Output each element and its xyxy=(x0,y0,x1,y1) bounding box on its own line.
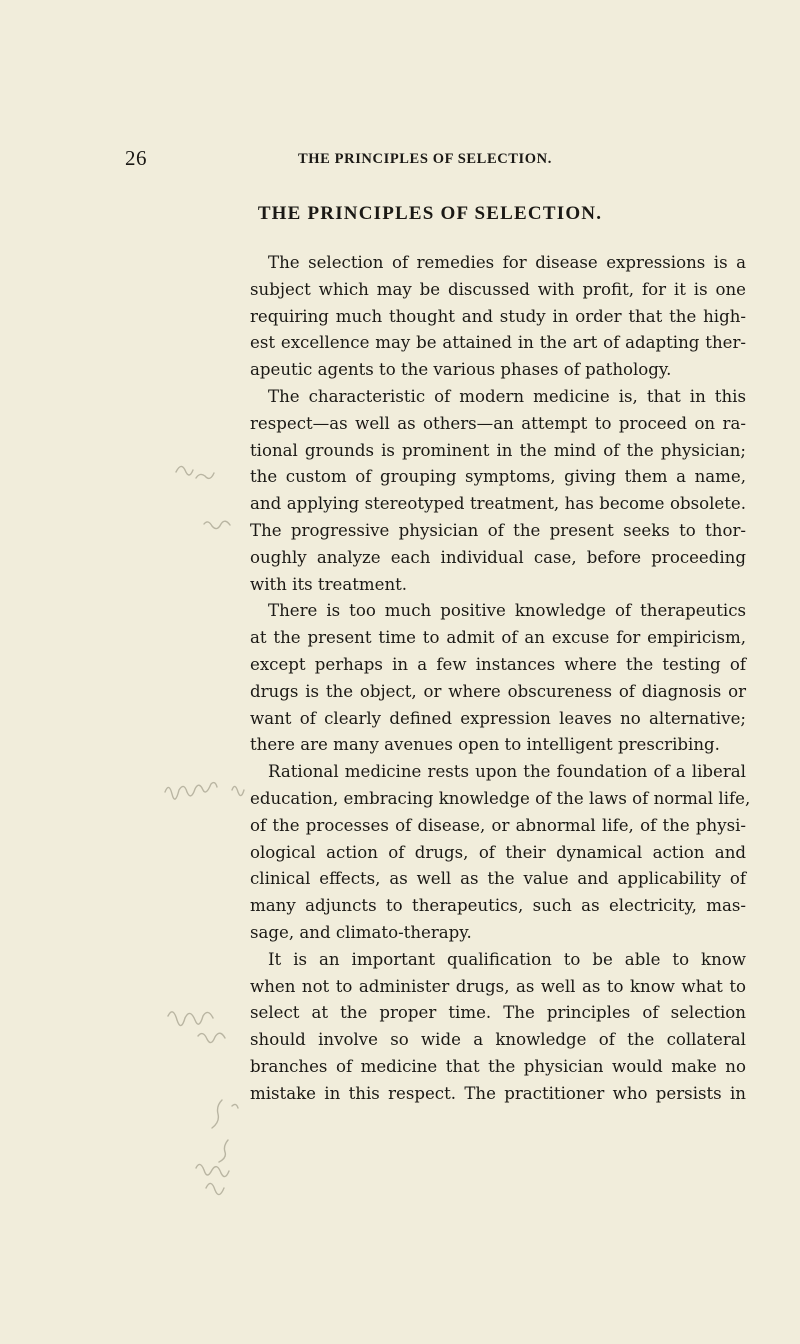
running-title: THE PRINCIPLES OF SELECTION. xyxy=(298,151,552,167)
text-line: apeutic agents to the various phases of pathology. xyxy=(250,360,672,380)
text-line: when not to administer drugs, as well as to know what to xyxy=(250,976,746,996)
running-head xyxy=(125,146,725,172)
text-line: and applying stereotyped treatment, has become obsolete. xyxy=(250,494,746,514)
text-line: subject which may be discussed with profit, for it is one xyxy=(250,279,746,299)
text-line: requiring much thought and study in order that the high- xyxy=(250,306,746,326)
text-line: oughly analyze each individual case, before proceeding xyxy=(250,547,746,567)
bleed-through-scribble-6 xyxy=(196,1164,229,1194)
text-line: Rational medicine rests upon the foundation of a liberal xyxy=(268,762,746,782)
text-line: est excellence may be attained in the art of adapting ther- xyxy=(250,333,746,353)
text-line: of the processes of disease, or abnormal life, of the physi- xyxy=(250,815,746,835)
text-line: want of clearly defined expression leaves no alternative; xyxy=(250,708,746,728)
text-line: drugs is the object, or where obscureness of diagnosis or xyxy=(250,681,746,701)
text-line: should involve so wide a knowledge of the collateral xyxy=(250,1030,746,1050)
text-line: ological action of drugs, of their dynamical action and xyxy=(250,842,746,862)
text-line: with its treatment. xyxy=(250,574,408,594)
bleed-through-scribble-1 xyxy=(165,783,244,800)
text-line: There is too much positive knowledge of therapeutics xyxy=(268,601,746,621)
bleed-through-scribble-2 xyxy=(176,466,214,478)
body-text xyxy=(250,250,751,1108)
page-number: 26 xyxy=(125,146,147,170)
text-line: The selection of remedies for disease expressions is a xyxy=(268,253,746,272)
text-line: The progressive physician of the present seeks to thor- xyxy=(250,520,746,540)
text-line: except perhaps in a few instances where the testing of xyxy=(250,654,746,674)
text-line: sage, and climato-therapy. xyxy=(250,922,472,942)
text-line: It is an important qualification to be able to know xyxy=(268,949,746,969)
text-line: many adjuncts to therapeutics, such as electricity, mas- xyxy=(250,896,746,916)
text-line: tional grounds is prominent in the mind of the physician; xyxy=(250,440,746,460)
text-line: The characteristic of modern medicine is, that in this xyxy=(268,386,746,406)
bleed-through-scribble-3 xyxy=(204,521,230,528)
text-line: select at the proper time. The principles of selection xyxy=(250,1003,746,1023)
text-line: education, embracing knowledge of the laws of normal life, xyxy=(250,788,751,808)
text-line: there are many avenues open to intelligent prescribing. xyxy=(250,735,720,755)
text-line: clinical effects, as well as the value and applicability of xyxy=(250,869,746,889)
bleed-through-scribble-5 xyxy=(212,1100,238,1162)
text-line: branches of medicine that the physician would make no xyxy=(250,1056,746,1076)
chapter-title: THE PRINCIPLES OF SELECTION. xyxy=(257,203,603,224)
text-line: respect—as well as others—an attempt to proceed on ra- xyxy=(250,413,746,433)
text-line: mistake in this respect. The practitioner who persists in xyxy=(250,1083,746,1103)
bleed-through-scribble-4 xyxy=(168,1012,225,1043)
text-line: at the present time to admit of an excuse for empiricism, xyxy=(250,628,746,648)
text-line: the custom of grouping symptoms, giving them a name, xyxy=(250,467,746,487)
